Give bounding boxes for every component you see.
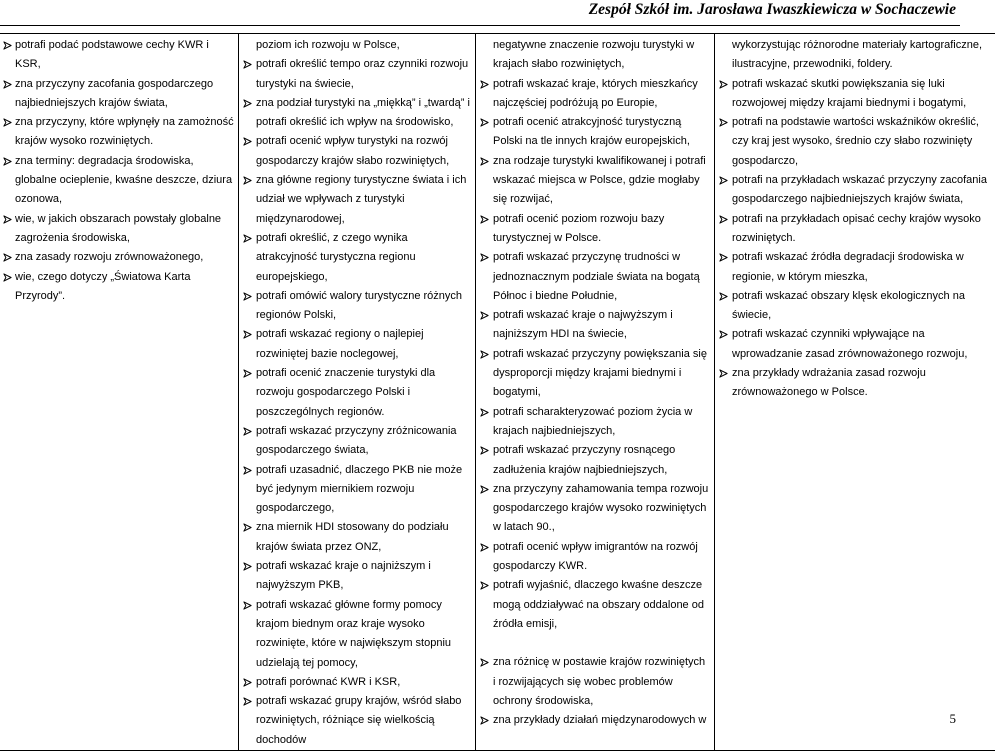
item-text: potrafi określić tempo oraz czynniki rozwoju turystyki na świecie, [256,58,468,89]
column-1-list [4,36,234,306]
item-text: potrafi wskazać przyczyny zróżnicowania gospodarczego świata, [256,425,457,456]
list-item [243,518,471,557]
item-text: wie, w jakich obszarach powstały globalne zagrożenia środowiska, [15,213,221,244]
arrow-bullet-icon [243,466,252,475]
item-text: potrafi ocenić poziom rozwoju bazy turystycznej w Polsce. [493,213,664,244]
arrow-bullet-icon [3,215,12,224]
list-item [719,36,991,75]
item-text: zna terminy: degradacja środowiska, globalne ocieplenie, kwaśne deszcze, dziura ozonowa, [15,155,232,206]
column-3 [476,34,715,751]
page-header [0,0,960,26]
list-item [4,268,234,307]
item-text: potrafi uzasadnić, dlaczego PKB nie może być jedynym miernikiem rozwoju gospodarczego, [256,464,462,515]
list-item [719,210,991,249]
item-text: potrafi ocenić atrakcyjność turystyczną Polski na tle innych krajów europejskich, [493,116,690,147]
column-1 [0,34,239,751]
column-3-list [480,36,710,730]
item-text: wykorzystując różnorodne materiały kartograficzne, ilustracyjne, przewodniki, foldery. [732,39,982,70]
item-text: potrafi na przykładach wskazać przyczyny zacofania gospodarczego najbiedniejszych krajów świata, [732,174,987,205]
item-text: potrafi ocenić wpływ imigrantów na rozwój gospodarczy KWR. [493,541,698,572]
item-text: potrafi wskazać kraje o najwyższym i najniższym HDI na świecie, [493,309,673,340]
arrow-bullet-icon [480,543,489,552]
item-text: negatywne znaczenie rozwoju turystyki w krajach słabo rozwiniętych, [493,39,694,70]
item-text: potrafi porównać KWR i KSR, [256,676,400,688]
list-item [480,403,710,442]
list-item [4,152,234,210]
arrow-bullet-icon [480,253,489,262]
arrow-bullet-icon [719,253,728,262]
arrow-bullet-icon [3,118,12,127]
list-item [480,441,710,480]
item-text: potrafi scharakteryzować poziom życia w krajach najbiedniejszych, [493,406,692,437]
arrow-bullet-icon [243,601,252,610]
arrow-bullet-icon [3,273,12,282]
list-item [480,480,710,538]
item-text: zna główne regiony turystyczne świata i ich udział we wpływach z turystyki międzynarodowej, [256,174,466,225]
item-text: potrafi wskazać przyczyny powiększania się dysproporcji między krajami biednymi i bogatymi, [493,348,707,399]
arrow-bullet-icon [719,330,728,339]
list-item [243,94,471,133]
list-item [243,229,471,287]
arrow-bullet-icon [3,253,12,262]
list-item [719,75,991,114]
arrow-bullet-icon [243,234,252,243]
list-item [719,364,991,403]
arrow-bullet-icon [480,311,489,320]
arrow-bullet-icon [480,215,489,224]
page-number: 5 [950,711,957,727]
item-text: potrafi podać podstawowe cechy KWR i KSR, [15,39,209,70]
item-text: potrafi na podstawie wartości wskaźników określić, czy kraj jest wysoko, średnio czy słabo rozwinięty gospodarczo, [732,116,979,167]
list-item [4,113,234,152]
item-text: wie, czego dotyczy „Światowa Karta Przyrody”. [15,271,190,302]
arrow-bullet-icon [3,41,12,50]
list-item [243,422,471,461]
table-row [0,34,995,751]
item-text: potrafi wskazać przyczyny rosnącego zadłużenia krajów najbiedniejszych, [493,444,675,475]
arrow-bullet-icon [243,678,252,687]
item-text: zna przykłady działań międzynarodowych w [493,714,706,726]
item-text: potrafi wskazać przyczynę trudności w jednoznacznym podziale świata na bogatą Północ i biedne Południe, [493,251,700,302]
column-4-list [719,36,991,403]
arrow-bullet-icon [243,523,252,532]
arrow-bullet-icon [480,80,489,89]
list-item [480,653,710,711]
arrow-bullet-icon [719,118,728,127]
arrow-bullet-icon [480,658,489,667]
column-2 [239,34,476,751]
arrow-bullet-icon [480,581,489,590]
column-2-list [243,36,471,750]
item-text: potrafi wskazać źródła degradacji środowiska w regionie, w którym mieszka, [732,251,964,282]
arrow-bullet-icon [480,446,489,455]
item-text: potrafi wskazać skutki powiększania się luki rozwojowej między krajami biednymi i bogatymi, [732,78,966,109]
arrow-bullet-icon [480,118,489,127]
arrow-bullet-icon [480,157,489,166]
arrow-bullet-icon [480,408,489,417]
item-text: zna przyczyny, które wpłynęły na zamożność krajów wysoko rozwiniętych. [15,116,234,147]
list-item [480,75,710,114]
item-text: potrafi wskazać kraje o najniższym i najwyższym PKB, [256,560,431,591]
list-item [719,287,991,326]
item-text: potrafi wskazać grupy krajów, wśród słabo rozwiniętych, różniące się wielkością dochodów [256,695,461,746]
item-text: zna przykłady wdrażania zasad rozwoju zrównoważonego w Polsce. [732,367,926,398]
item-text: potrafi wskazać główne formy pomocy krajom biednym oraz kraje wysoko rozwinięte, które w największym stopniu udzielają tej pomocy, [256,599,451,669]
list-item [719,248,991,287]
arrow-bullet-icon [719,215,728,224]
list-item [243,364,471,422]
item-text: zna zasady rozwoju zrównoważonego, [15,251,203,263]
item-text: zna przyczyny zacofania gospodarczego najbiedniejszych krajów świata, [15,78,213,109]
list-item [4,248,234,267]
item-text: potrafi wyjaśnić, dlaczego kwaśne deszcze mogą oddziaływać na obszary oddalone od źródła emisji, [493,579,704,630]
item-text: potrafi wskazać czynniki wpływające na wprowadzanie zasad zrównoważonego rozwoju, [732,328,967,359]
arrow-bullet-icon [243,292,252,301]
arrow-bullet-icon [719,369,728,378]
item-text: potrafi określić, z czego wynika atrakcyjność turystyczna regionu europejskiego, [256,232,416,283]
arrow-bullet-icon [480,485,489,494]
item-text: zna różnicę w postawie krajów rozwiniętych i rozwijających się wobec problemów ochrony środowiska, [493,656,705,707]
list-item [480,711,710,730]
arrow-bullet-icon [3,80,12,89]
list-item [480,306,710,345]
arrow-bullet-icon [719,176,728,185]
list-item [480,576,710,634]
list-item [480,248,710,306]
item-text: potrafi wskazać regiony o najlepiej rozwiniętej bazie noclegowej, [256,328,424,359]
school-name: Zespół Szkół im. Jarosława Iwaszkiewicza w Sochaczewie [589,1,956,19]
item-text: potrafi omówić walory turystyczne różnych regionów Polski, [256,290,462,321]
list-item [243,692,471,750]
list-item [243,287,471,326]
list-item [4,75,234,114]
list-item [243,36,471,55]
item-text: potrafi ocenić znaczenie turystyki dla rozwoju gospodarczego Polski i poszczególnych regionów. [256,367,435,418]
item-text: zna przyczyny zahamowania tempa rozwoju gospodarczego krajów wysoko rozwiniętych w latach 90., [493,483,708,534]
arrow-bullet-icon [3,157,12,166]
item-text: potrafi ocenić wpływ turystyki na rozwój gospodarczy krajów słabo rozwiniętych, [256,135,449,166]
item-text: zna rodzaje turystyki kwalifikowanej i potrafi wskazać miejsca w Polsce, gdzie mogłaby się rozwijać, [493,155,706,206]
item-text: zna podział turystyki na „miękką” i „twardą” i potrafi określić ich wpływ na środowisko, [256,97,470,128]
arrow-bullet-icon [243,697,252,706]
arrow-bullet-icon [719,292,728,301]
list-item [243,673,471,692]
list-item [243,557,471,596]
arrow-bullet-icon [243,137,252,146]
arrow-bullet-icon [480,716,489,725]
arrow-bullet-icon [243,99,252,108]
arrow-bullet-icon [243,60,252,69]
list-item [243,596,471,673]
arrow-bullet-icon [480,350,489,359]
list-item [480,113,710,152]
item-text: zna miernik HDI stosowany do podziału krajów świata przez ONZ, [256,521,449,552]
list-item [719,113,991,171]
list-item [4,210,234,249]
list-item [480,345,710,403]
requirements-table [0,33,995,751]
arrow-bullet-icon [719,80,728,89]
list-item [480,152,710,210]
list-item [243,55,471,94]
arrow-bullet-icon [243,330,252,339]
arrow-bullet-icon [243,562,252,571]
list-item [480,210,710,249]
column-4 [715,34,995,751]
item-text: potrafi na przykładach opisać cechy krajów wysoko rozwiniętych. [732,213,981,244]
list-item [4,36,234,75]
list-item [480,36,710,75]
list-item [243,461,471,519]
list-item [243,171,471,229]
arrow-bullet-icon [243,369,252,378]
item-text: poziom ich rozwoju w Polsce, [256,39,400,51]
arrow-bullet-icon [243,427,252,436]
list-item [243,132,471,171]
list-item [480,538,710,577]
item-text: potrafi wskazać kraje, których mieszkańcy najczęściej podróżują po Europie, [493,78,698,109]
item-text: potrafi wskazać obszary klęsk ekologicznych na świecie, [732,290,965,321]
list-item [719,171,991,210]
arrow-bullet-icon [243,176,252,185]
list-item [243,325,471,364]
list-item [719,325,991,364]
